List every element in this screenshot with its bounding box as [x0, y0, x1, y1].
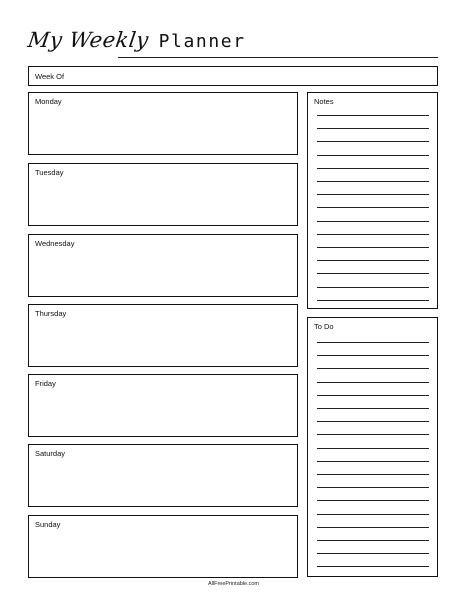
day-label-sunday: Sunday — [35, 520, 61, 529]
notes-writing-line — [317, 207, 429, 208]
day-label-monday: Monday — [35, 97, 62, 106]
day-label-friday: Friday — [35, 379, 56, 388]
notes-writing-line — [317, 155, 429, 156]
todo-writing-line — [317, 382, 429, 383]
notes-writing-line — [317, 194, 429, 195]
notes-writing-line — [317, 234, 429, 235]
todo-writing-line — [317, 434, 429, 435]
notes-writing-line — [317, 273, 429, 274]
notes-writing-line — [317, 221, 429, 222]
title-script-text: My Weekly — [26, 28, 151, 52]
day-label-wednesday: Wednesday — [35, 239, 75, 248]
todo-writing-line — [317, 461, 429, 462]
todo-writing-line — [317, 355, 429, 356]
day-label-thursday: Thursday — [35, 309, 67, 318]
notes-writing-line — [317, 168, 429, 169]
day-box-saturday[interactable] — [28, 444, 298, 507]
todo-writing-line — [317, 514, 429, 515]
day-box-sunday[interactable] — [28, 515, 298, 578]
week-of-label: Week Of — [35, 72, 65, 81]
day-box-friday[interactable] — [28, 374, 298, 437]
todo-writing-line — [317, 527, 429, 528]
day-label-tuesday: Tuesday — [35, 168, 64, 177]
day-box-monday[interactable] — [28, 92, 298, 155]
day-box-thursday[interactable] — [28, 304, 298, 367]
todo-writing-line — [317, 566, 429, 567]
day-label-saturday: Saturday — [35, 449, 66, 458]
day-box-wednesday[interactable] — [28, 234, 298, 297]
todo-writing-line — [317, 553, 429, 554]
notes-label: Notes — [314, 97, 334, 106]
notes-writing-line — [317, 128, 429, 129]
todo-writing-line — [317, 500, 429, 501]
notes-writing-line — [317, 247, 429, 248]
title-mono-text: Planner — [158, 31, 246, 52]
notes-writing-line — [317, 181, 429, 182]
notes-writing-line — [317, 115, 429, 116]
page-title — [28, 28, 246, 52]
todo-writing-line — [317, 421, 429, 422]
todo-writing-line — [317, 342, 429, 343]
notes-writing-line — [317, 300, 429, 301]
notes-writing-line — [317, 287, 429, 288]
todo-writing-line — [317, 368, 429, 369]
notes-box[interactable] — [307, 92, 438, 309]
notes-writing-line — [317, 260, 429, 261]
notes-writing-line — [317, 141, 429, 142]
todo-writing-line — [317, 474, 429, 475]
footer-credit: AllFreePrintable.com — [207, 581, 260, 587]
todo-writing-line — [317, 408, 429, 409]
todo-label: To Do — [314, 322, 334, 331]
todo-writing-line — [317, 448, 429, 449]
todo-writing-line — [317, 540, 429, 541]
week-of-box[interactable] — [28, 66, 438, 86]
todo-writing-line — [317, 487, 429, 488]
todo-writing-line — [317, 395, 429, 396]
title-underline — [118, 57, 438, 58]
todo-box[interactable] — [307, 317, 438, 577]
day-box-tuesday[interactable] — [28, 163, 298, 226]
